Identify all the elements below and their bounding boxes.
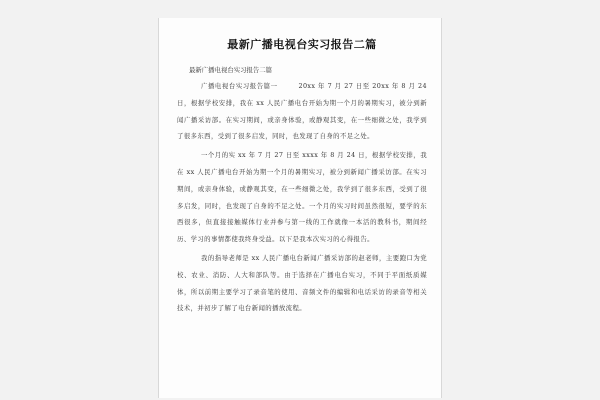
document-subtitle: 最新广播电视台实习报告二篇 [189,66,273,74]
document-title: 最新广播电视台实习报告二篇 [227,38,377,51]
paragraph-3: 我的指导老师是 xx 人民广播电台新闻广播采访部的赵老师，主要跑口为党校、农业、消防、人大和部队等。由于选择在广播电台实习，不同于平面纸质媒体，所以前期主要学习了录音笔的使用、音频文件的编辑和电话采访的录音等相关技术，并初步了解了电台新闻的播放流程。 [177,253,427,313]
document-page [158,18,442,398]
paragraph-2: 一个月的实 xx 年 7 月 27 日至 xxxx 年 8 月 24 日，根据学校安排，我在 xx 人民广播电台开始为期一个月的暑期实习，被分到新闻广播采访部。在实习期间，或亲身体验，或静观其变，在一些细微之处，我学到了很多东西，受到了很多启发，同时，也发现了自身的不足之处。一个月的实习时间虽然很短，要学的东西很多，但直接接触媒体行业并参与第一线的工作就像一本活的教科书，期间经历、学习的事情都使我终身受益。以下是我本次实习的心得报告。 [177,151,427,244]
paragraph-1: 广播电视台实习报告篇一 20xx 年 7 月 27 日至 20xx 年 8 月 24 日，根据学校安排，我在 xx 人民广播电台开始为期一个月的暑期实习，被分到新闻广播采访部。在实习期间，或亲身体验，或静观其变，在一些细微之处，我学到了很多东西，受到了很多启发，同时，也发现了自身的不足之处。 [177,82,427,141]
